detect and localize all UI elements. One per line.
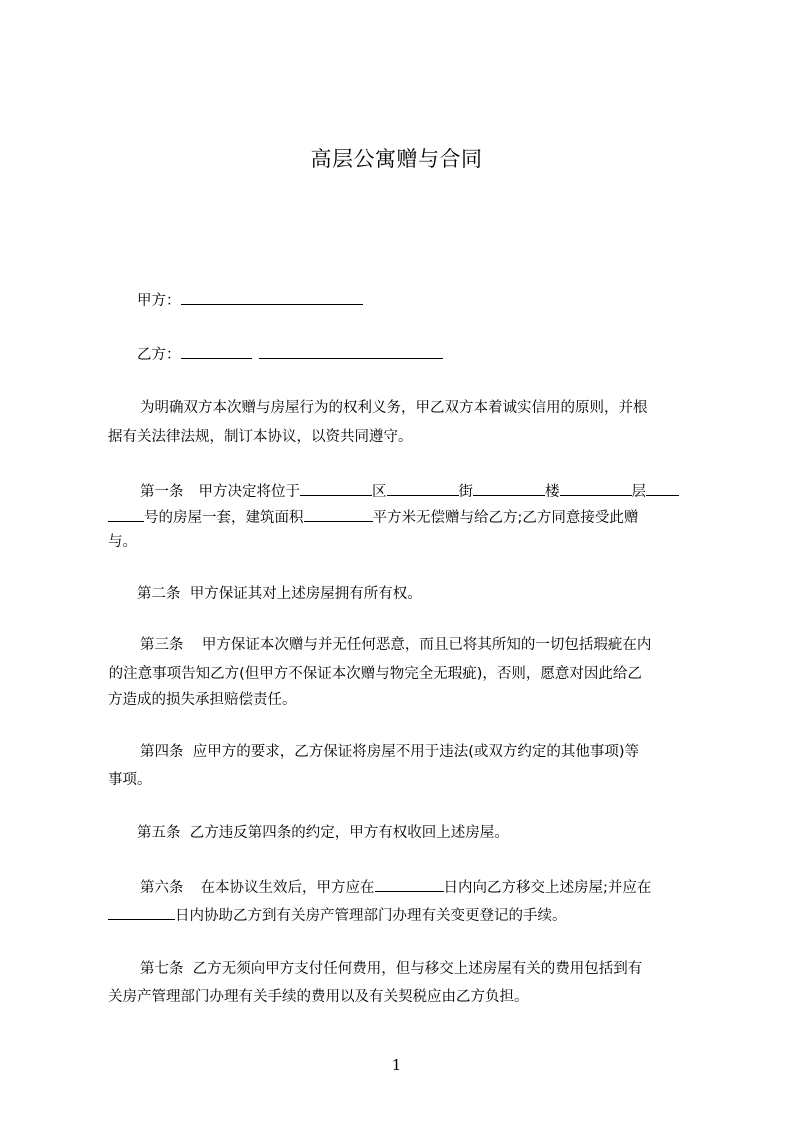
page-number: 1 xyxy=(391,1056,402,1074)
article-6-line-2 xyxy=(108,905,567,926)
document-title: 高层公寓赠与合同 xyxy=(310,147,483,171)
article-1-line-1 xyxy=(140,481,679,502)
article-6-line-1 xyxy=(140,877,651,898)
article-3-line-1: 第三条 甲方保证本次赠与并无任何恶意，而且已将其所知的一切包括瑕疵在内 xyxy=(140,637,652,653)
article-3-line-2: 的注意事项告知乙方(但甲方不保证本次赠与物完全无瑕疵)，否则，愿意对因此给乙 xyxy=(104,666,642,682)
party-b-line xyxy=(137,344,443,365)
article-6-text-2: 日内向乙方移交上述房屋;并应在 xyxy=(443,880,652,896)
street-blank xyxy=(387,481,459,496)
article-1-text-2: 区 xyxy=(372,484,387,500)
handover-days-blank xyxy=(375,877,444,892)
party-a-blank xyxy=(181,290,363,305)
registration-days-blank xyxy=(108,905,175,920)
article-1-text-6: 号的房屋一套，建筑面积 xyxy=(144,510,304,526)
party-b-blank-2 xyxy=(259,344,443,359)
room-blank-part-1 xyxy=(646,481,679,496)
article-1-text-5: 层 xyxy=(631,484,646,500)
district-blank xyxy=(300,481,372,496)
article-6-text-1: 在本协议生效后，甲方应在 xyxy=(200,880,375,896)
party-a-line xyxy=(137,290,363,311)
area-blank xyxy=(304,507,373,522)
article-3-line-3: 方造成的损失承担赔偿责任。 xyxy=(108,692,297,708)
article-6-prefix: 第六条 xyxy=(140,880,184,896)
article-6-text-3: 日内协助乙方到有关房产管理部门办理有关变更登记的手续。 xyxy=(175,908,567,924)
article-5: 第五条 乙方违反第四条的约定，甲方有权收回上述房屋。 xyxy=(137,825,509,841)
article-7-line-2: 关房产管理部门办理有关手续的费用以及有关契税应由乙方负担。 xyxy=(108,989,529,1005)
article-1-line-3: 与。 xyxy=(108,534,137,550)
building-blank xyxy=(473,481,545,496)
article-1-text-1: 甲方决定将位于 xyxy=(198,484,300,500)
party-b-label: 乙方： xyxy=(137,347,181,363)
room-blank-part-2 xyxy=(108,507,144,522)
article-2: 第二条 甲方保证其对上述房屋拥有所有权。 xyxy=(137,586,422,602)
preamble-line-2: 据有关法律法规，制订本协议，以资共同遵守。 xyxy=(108,429,413,445)
article-1-text-4: 楼 xyxy=(545,484,560,500)
preamble-line-1: 为明确双方本次赠与房屋行为的权利义务，甲乙双方本着诚实信用的原则，并根 xyxy=(140,400,648,416)
article-4-line-2: 事项。 xyxy=(108,772,152,788)
article-4-line-1: 第四条 应甲方的要求，乙方保证将房屋不用于违法(或双方约定的其他事项)等 xyxy=(140,744,640,760)
article-7-line-1: 第七条 乙方无须向甲方支付任何费用，但与移交上述房屋有关的费用包括到有 xyxy=(140,961,643,977)
party-a-label: 甲方： xyxy=(137,293,181,309)
article-1-text-7: 平方米无偿赠与给乙方;乙方同意接受此赠 xyxy=(372,510,639,526)
floor-blank xyxy=(560,481,632,496)
article-1-line-2 xyxy=(108,507,638,528)
party-b-blank-1 xyxy=(181,344,252,359)
article-1-prefix: 第一条 xyxy=(140,484,184,500)
article-1-text-3: 街 xyxy=(458,484,473,500)
